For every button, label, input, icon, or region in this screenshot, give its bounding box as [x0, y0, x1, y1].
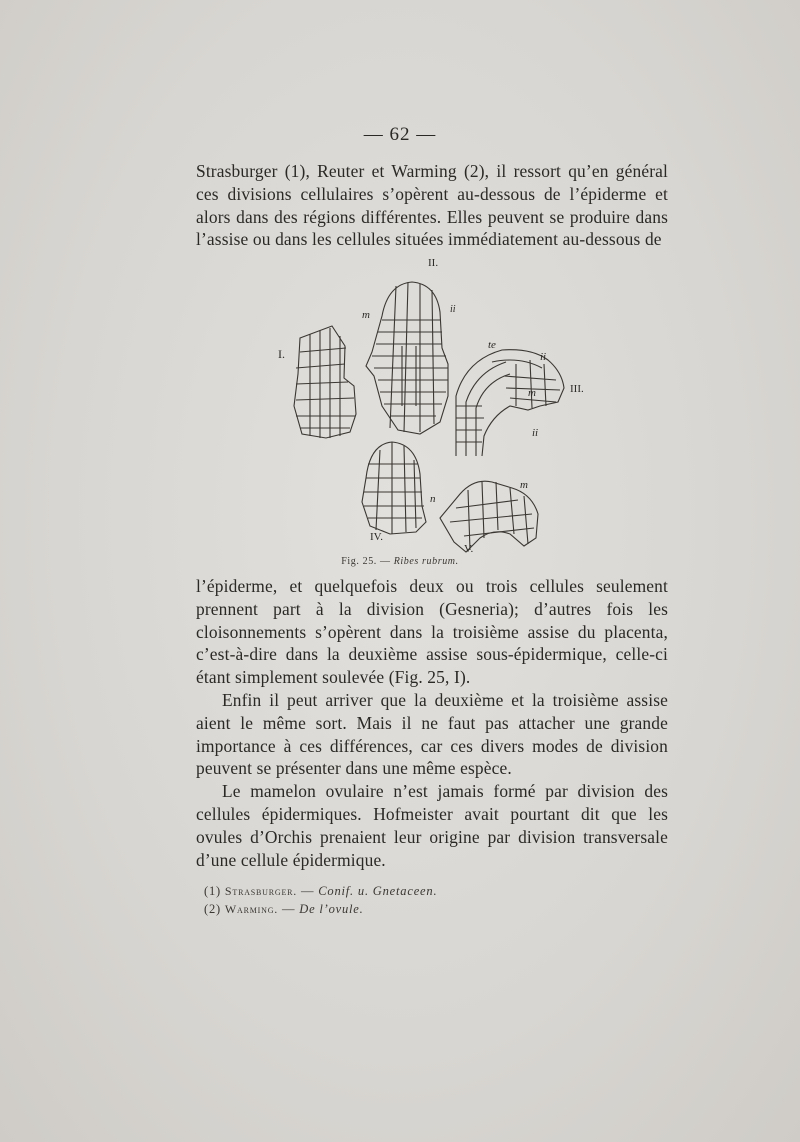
letter-label-te: te — [488, 339, 496, 351]
panel-iii-drawing — [456, 350, 564, 456]
caption-species: Ribes rubrum. — [393, 556, 459, 567]
panel-iv-drawing — [362, 442, 426, 534]
footnote-separator: — — [297, 884, 319, 898]
footnote-separator: — — [278, 902, 300, 916]
figure-25 — [270, 256, 600, 574]
letter-label-n: n — [430, 493, 436, 505]
text-block-top — [196, 160, 668, 251]
caption-prefix: Fig. 25. — — [341, 556, 391, 567]
footnote-number: (2) — [204, 902, 221, 916]
footnote-number: (1) — [204, 884, 221, 898]
text-block-bottom — [196, 575, 668, 871]
letter-label-m: m — [362, 309, 370, 321]
panel-i-drawing — [294, 326, 356, 438]
footnote-title: Conif. u. Gnetaceen. — [318, 884, 438, 898]
cell-drawings — [270, 256, 600, 574]
footnote-author: Warming. — [224, 902, 279, 916]
page-number: — 62 — — [363, 124, 437, 145]
panel-v-drawing — [440, 481, 538, 552]
letter-label-ii: ii — [450, 304, 456, 315]
footnote-1 — [204, 884, 437, 899]
letter-label-ii: ii — [532, 427, 539, 439]
footnote-title: De l’ovule. — [299, 902, 364, 916]
paragraph: l’épiderme, et quelquefois deux ou trois cellules seulement prennent part à la division (Gesneria); d’autres fois les cloisonnements s’opèrent dans la troisième assise du placenta, c’est-à-dire dans la deuxième assise sous-épidermique, celle-ci étant simplement soulevée (Fig. 25, I). — [196, 576, 668, 688]
paragraph: Strasburger (1), Reuter et Warming (2), il ressort qu’en général ces divisions cellulaires s’opèrent au-dessous de l’épiderme et alors dans des régions différentes. Elles peuvent se produire dans l’assise ou dans les cellules situées immédiatement au-dessous de — [196, 161, 668, 250]
panel-label-iv: IV. — [370, 531, 383, 543]
panel-label-iii: III. — [570, 383, 584, 395]
paragraph: Enfin il peut arriver que la deuxième et la troisième assise aient le même sort. Mais il ne faut pas attacher une grande importance à ces différences, car ces divers modes de division peuvent se présenter dans une même espèce. — [196, 689, 668, 779]
letter-label-m: m — [528, 387, 536, 399]
panel-label-i: I. — [278, 347, 285, 361]
panel-ii-drawing — [366, 282, 448, 434]
letter-label-m: m — [520, 479, 528, 491]
footnote-author: Strasburger. — [224, 884, 298, 898]
panel-label-v: V. — [464, 543, 474, 555]
letter-label-ii: ii — [540, 351, 547, 363]
panel-label-ii: II. — [428, 257, 439, 269]
figure-caption — [0, 556, 800, 567]
paragraph: Le mamelon ovulaire n’est jamais formé par division des cellules épidermiques. Hofmeister avait pourtant dit que les ovules d’Orchis prenaient leur origine par division transversale d’une cellule épidermique. — [196, 781, 668, 870]
footnote-2 — [204, 902, 364, 917]
